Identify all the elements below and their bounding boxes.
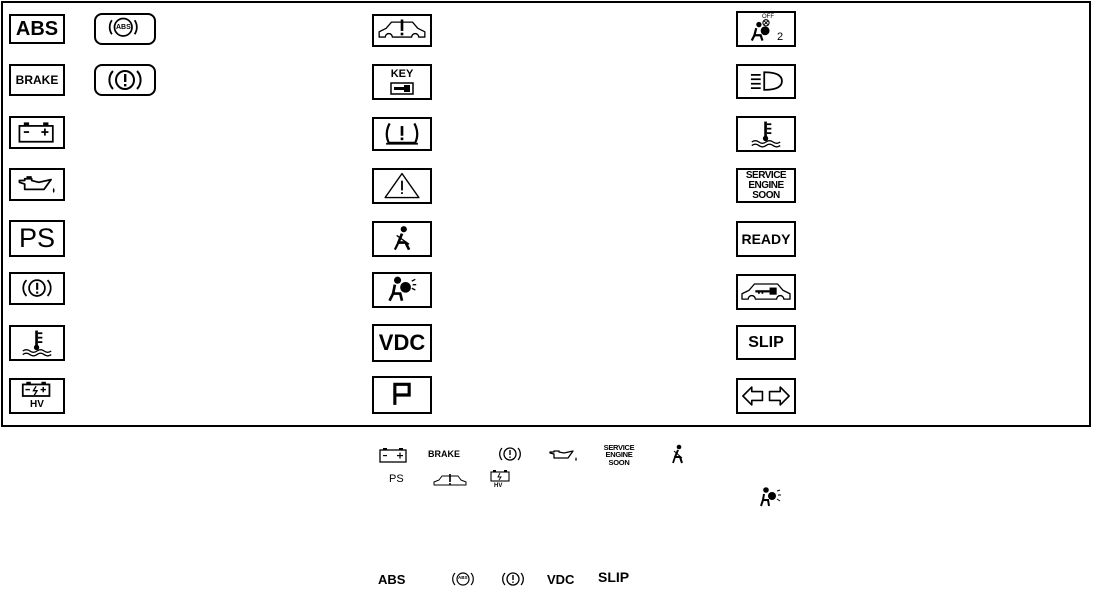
coolant-temperature-icon-2: [736, 116, 796, 152]
tire-pressure-icon: [372, 117, 432, 151]
oil-pressure-icon: [9, 168, 65, 201]
ready-indicator-icon: READY: [736, 221, 796, 257]
headlight-icon: [736, 64, 796, 99]
master-warning-car-icon: [372, 14, 432, 47]
legend-abs-label: ABS: [378, 572, 406, 587]
key-warning-icon: KEY: [372, 64, 432, 100]
warning-lights-panel: [1, 1, 1091, 427]
parking-brake-icon: [9, 272, 65, 305]
slip-indicator-icon: SLIP: [736, 325, 796, 360]
abs-circle-warning-icon: [94, 13, 156, 45]
legend-brake-circle-icon: [498, 443, 522, 465]
legend-oil-pressure-icon: [548, 445, 580, 465]
legend-airbag-icon: [758, 486, 782, 508]
turn-signal-icon: [736, 378, 796, 414]
legend-abs-circle-label: ABS: [458, 575, 468, 580]
master-warning-triangle-icon: [372, 168, 432, 204]
legend-battery-icon: [378, 445, 410, 465]
airbag-icon: [372, 272, 432, 308]
seat-belt-icon: [372, 221, 432, 257]
legend-hv-label: HV: [494, 483, 503, 489]
hv-label: HV: [30, 399, 44, 410]
coolant-temperature-icon: [9, 325, 65, 361]
service-engine-soon-icon: SERVICE ENGINE SOON: [736, 168, 796, 203]
passenger-number: 2: [777, 31, 784, 43]
legend-brake-label: BRAKE: [428, 449, 461, 459]
battery-charge-icon: [9, 116, 65, 149]
legend-brake-circle-icon-2: [500, 568, 526, 590]
brake-circle-warning-icon: [94, 64, 156, 96]
brake-warning-icon: BRAKE: [9, 64, 65, 96]
legend-abs-circle-icon: [450, 568, 476, 590]
abs-warning-icon: ABS: [9, 14, 65, 44]
legend-seat-belt-icon: [668, 443, 688, 465]
airbag-off-label: OFF: [762, 14, 774, 20]
legend-slip-label: SLIP: [598, 569, 630, 585]
legend-master-warning-car-icon: [432, 472, 468, 490]
legend-service-engine-soon: SERVICE ENGINE SOON: [603, 442, 635, 467]
legend-vdc-label: VDC: [547, 572, 575, 587]
vdc-warning-icon: VDC: [372, 324, 432, 362]
security-car-key-icon: [736, 274, 796, 310]
passenger-airbag-off-icon: [736, 11, 796, 47]
abs-circle-label: ABS: [116, 24, 131, 31]
power-steering-icon: PS: [9, 220, 65, 257]
legend-hybrid-battery-icon: [488, 469, 512, 483]
hybrid-battery-hv-icon: [9, 378, 65, 414]
legend-ps-label: PS: [389, 473, 404, 485]
park-indicator-icon: [372, 376, 432, 414]
